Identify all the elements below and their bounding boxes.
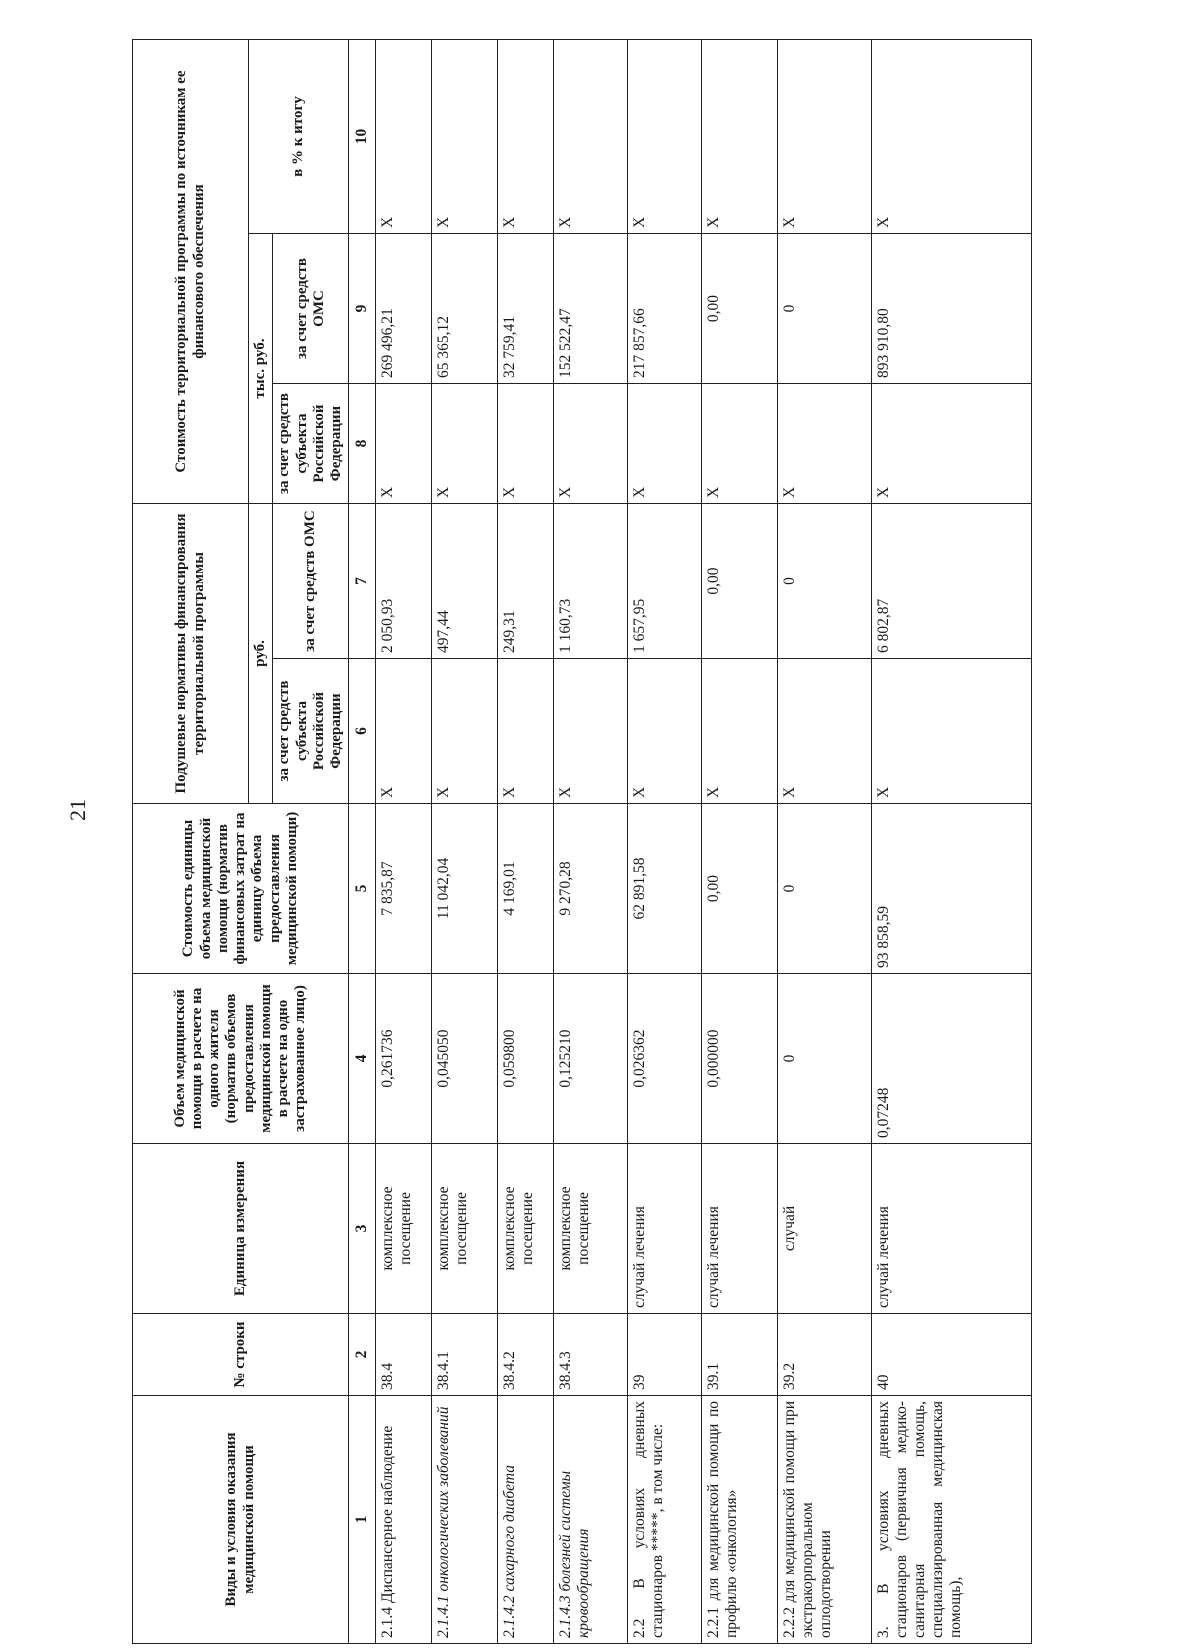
row-volume: 0 [778,974,872,1144]
header-subject-funds-per-capita: за счет средств субъекта Российской Федерации [273,659,349,804]
row-cost: 0,00 [702,804,778,974]
row-col8: X [432,384,498,504]
row-unit: комплексное посещение [498,1144,554,1314]
header-unit: Единица измерения [133,1144,349,1314]
table-row [628,39,702,1643]
row-volume: 0,07248 [872,974,1032,1144]
page-number: 21 [65,799,90,821]
header-unit-thousand-rub: тыс. руб. [249,234,273,504]
header-types-of-care: Виды и условия оказания медицинской помощи [133,1396,349,1644]
row-name: 2.1.4.1 онкологических заболеваний [432,1396,498,1644]
row-col7: 1 657,95 [628,504,702,659]
row-col6: X [628,659,702,804]
row-col7: 497,44 [432,504,498,659]
column-number: 10 [349,39,376,233]
row-col6: X [498,659,554,804]
row-col10: X [432,39,498,233]
row-col9: 893 910,80 [872,234,1032,384]
row-unit: комплексное посещение [554,1144,628,1314]
row-col8: X [376,384,432,504]
header-row-number: № строки [133,1314,349,1396]
row-number: 38.4 [376,1314,432,1396]
row-col6: X [778,659,872,804]
header-unit-rub: руб. [249,504,273,804]
row-name: 2.2 В условиях дневных стационаров *****, в том числе: [628,1396,702,1644]
column-number: 2 [349,1314,376,1396]
row-name: 2.2.2 для медицинской помощи при экстракорпоральном оплодотворении [778,1396,872,1644]
row-col8: X [778,384,872,504]
row-number: 39 [628,1314,702,1396]
row-col9: 32 759,41 [498,234,554,384]
table-row [778,39,872,1643]
row-number: 40 [872,1314,1032,1396]
row-col10: X [778,39,872,233]
row-col7: 6 802,87 [872,504,1032,659]
column-number: 3 [349,1144,376,1314]
row-col10: X [872,39,1032,233]
column-number: 5 [349,804,376,974]
row-cost: 9 270,28 [554,804,628,974]
column-number: 6 [349,659,376,804]
header-oms-funds-cost: за счет средств ОМС [273,234,349,384]
row-unit: комплексное посещение [376,1144,432,1314]
column-number: 8 [349,384,376,504]
row-volume: 0,059800 [498,974,554,1144]
header-oms-funds-per-capita: за счет средств ОМС [273,504,349,659]
row-col7: 0 [778,504,872,659]
row-col9: 217 857,66 [628,234,702,384]
table-row [554,39,628,1643]
row-col9: 269 496,21 [376,234,432,384]
row-cost: 93 858,59 [872,804,1032,974]
row-col7: 249,31 [498,504,554,659]
row-unit: случай лечения [872,1144,1032,1314]
row-name: 2.1.4.3 болезней системы кровообращения [554,1396,628,1644]
row-volume: 0,000000 [702,974,778,1144]
row-unit: случай [778,1144,872,1314]
row-col10: X [498,39,554,233]
row-col8: X [498,384,554,504]
column-number: 9 [349,234,376,384]
row-col7: 2 050,93 [376,504,432,659]
row-col7: 1 160,73 [554,504,628,659]
table-header [133,39,376,1643]
column-number: 4 [349,974,376,1144]
row-volume: 0,125210 [554,974,628,1144]
row-col9: 152 522,47 [554,234,628,384]
table-row [702,39,778,1643]
row-col9: 0 [778,234,872,384]
table-row [376,39,432,1643]
row-unit: случай лечения [702,1144,778,1314]
row-number: 38.4.3 [554,1314,628,1396]
row-cost: 7 835,87 [376,804,432,974]
row-cost: 0 [778,804,872,974]
header-volume: Объем медицинской помощи в расчете на одного жителя (норматив объемов предоставления медицинской помощи в расчете на одно застрахованное лицо) [133,974,349,1144]
column-number-row [349,39,376,1643]
row-name: 2.1.4 Диспансерное наблюдение [376,1396,432,1644]
header-subject-funds-cost: за счет средств субъекта Российской Федерации [273,384,349,504]
row-number: 38.4.2 [498,1314,554,1396]
row-col6: X [702,659,778,804]
row-col8: X [702,384,778,504]
column-number: 7 [349,504,376,659]
header-program-cost-group: Стоимость территориальной программы по источникам ее финансового обеспечения [133,39,249,503]
row-name: 3. В условиях дневных стационаров (первичная медико-санитарная помощь, специализированная медицинская помощь), [872,1396,1032,1644]
table-body [376,39,1032,1643]
row-col10: X [628,39,702,233]
row-number: 39.2 [778,1314,872,1396]
row-col6: X [554,659,628,804]
table-row [498,39,554,1643]
table-row [432,39,498,1643]
financing-table [132,39,1032,1644]
row-name: 2.2.1 для медицинской помощи по профилю «онкология» [702,1396,778,1644]
column-number: 1 [349,1396,376,1644]
row-col10: X [702,39,778,233]
header-percent-total: в % к итогу [249,39,349,233]
row-col6: X [432,659,498,804]
header-per-capita-group: Подушевые нормативы финансирования территориальной программы [133,504,249,804]
row-volume: 0,045050 [432,974,498,1144]
table-row [872,39,1032,1643]
row-number: 39.1 [702,1314,778,1396]
header-unit-cost: Стоимость единицы объема медицинской помощи (норматив финансовых затрат на единицу объема предоставления медицинской помощи) [133,804,349,974]
row-col6: X [872,659,1032,804]
rotated-table-container [132,40,1032,1644]
row-unit: комплексное посещение [432,1144,498,1314]
row-cost: 62 891,58 [628,804,702,974]
row-col9: 65 365,12 [432,234,498,384]
row-number: 38.4.1 [432,1314,498,1396]
row-col7: 0,00 [702,504,778,659]
row-cost: 4 169,01 [498,804,554,974]
row-col8: X [628,384,702,504]
row-name: 2.1.4.2 сахарного диабета [498,1396,554,1644]
row-col9: 0,00 [702,234,778,384]
row-unit: случай лечения [628,1144,702,1314]
row-volume: 0,026362 [628,974,702,1144]
row-col10: X [376,39,432,233]
row-col6: X [376,659,432,804]
row-col8: X [872,384,1032,504]
row-cost: 11 042,04 [432,804,498,974]
row-volume: 0,261736 [376,974,432,1144]
row-col8: X [554,384,628,504]
row-col10: X [554,39,628,233]
